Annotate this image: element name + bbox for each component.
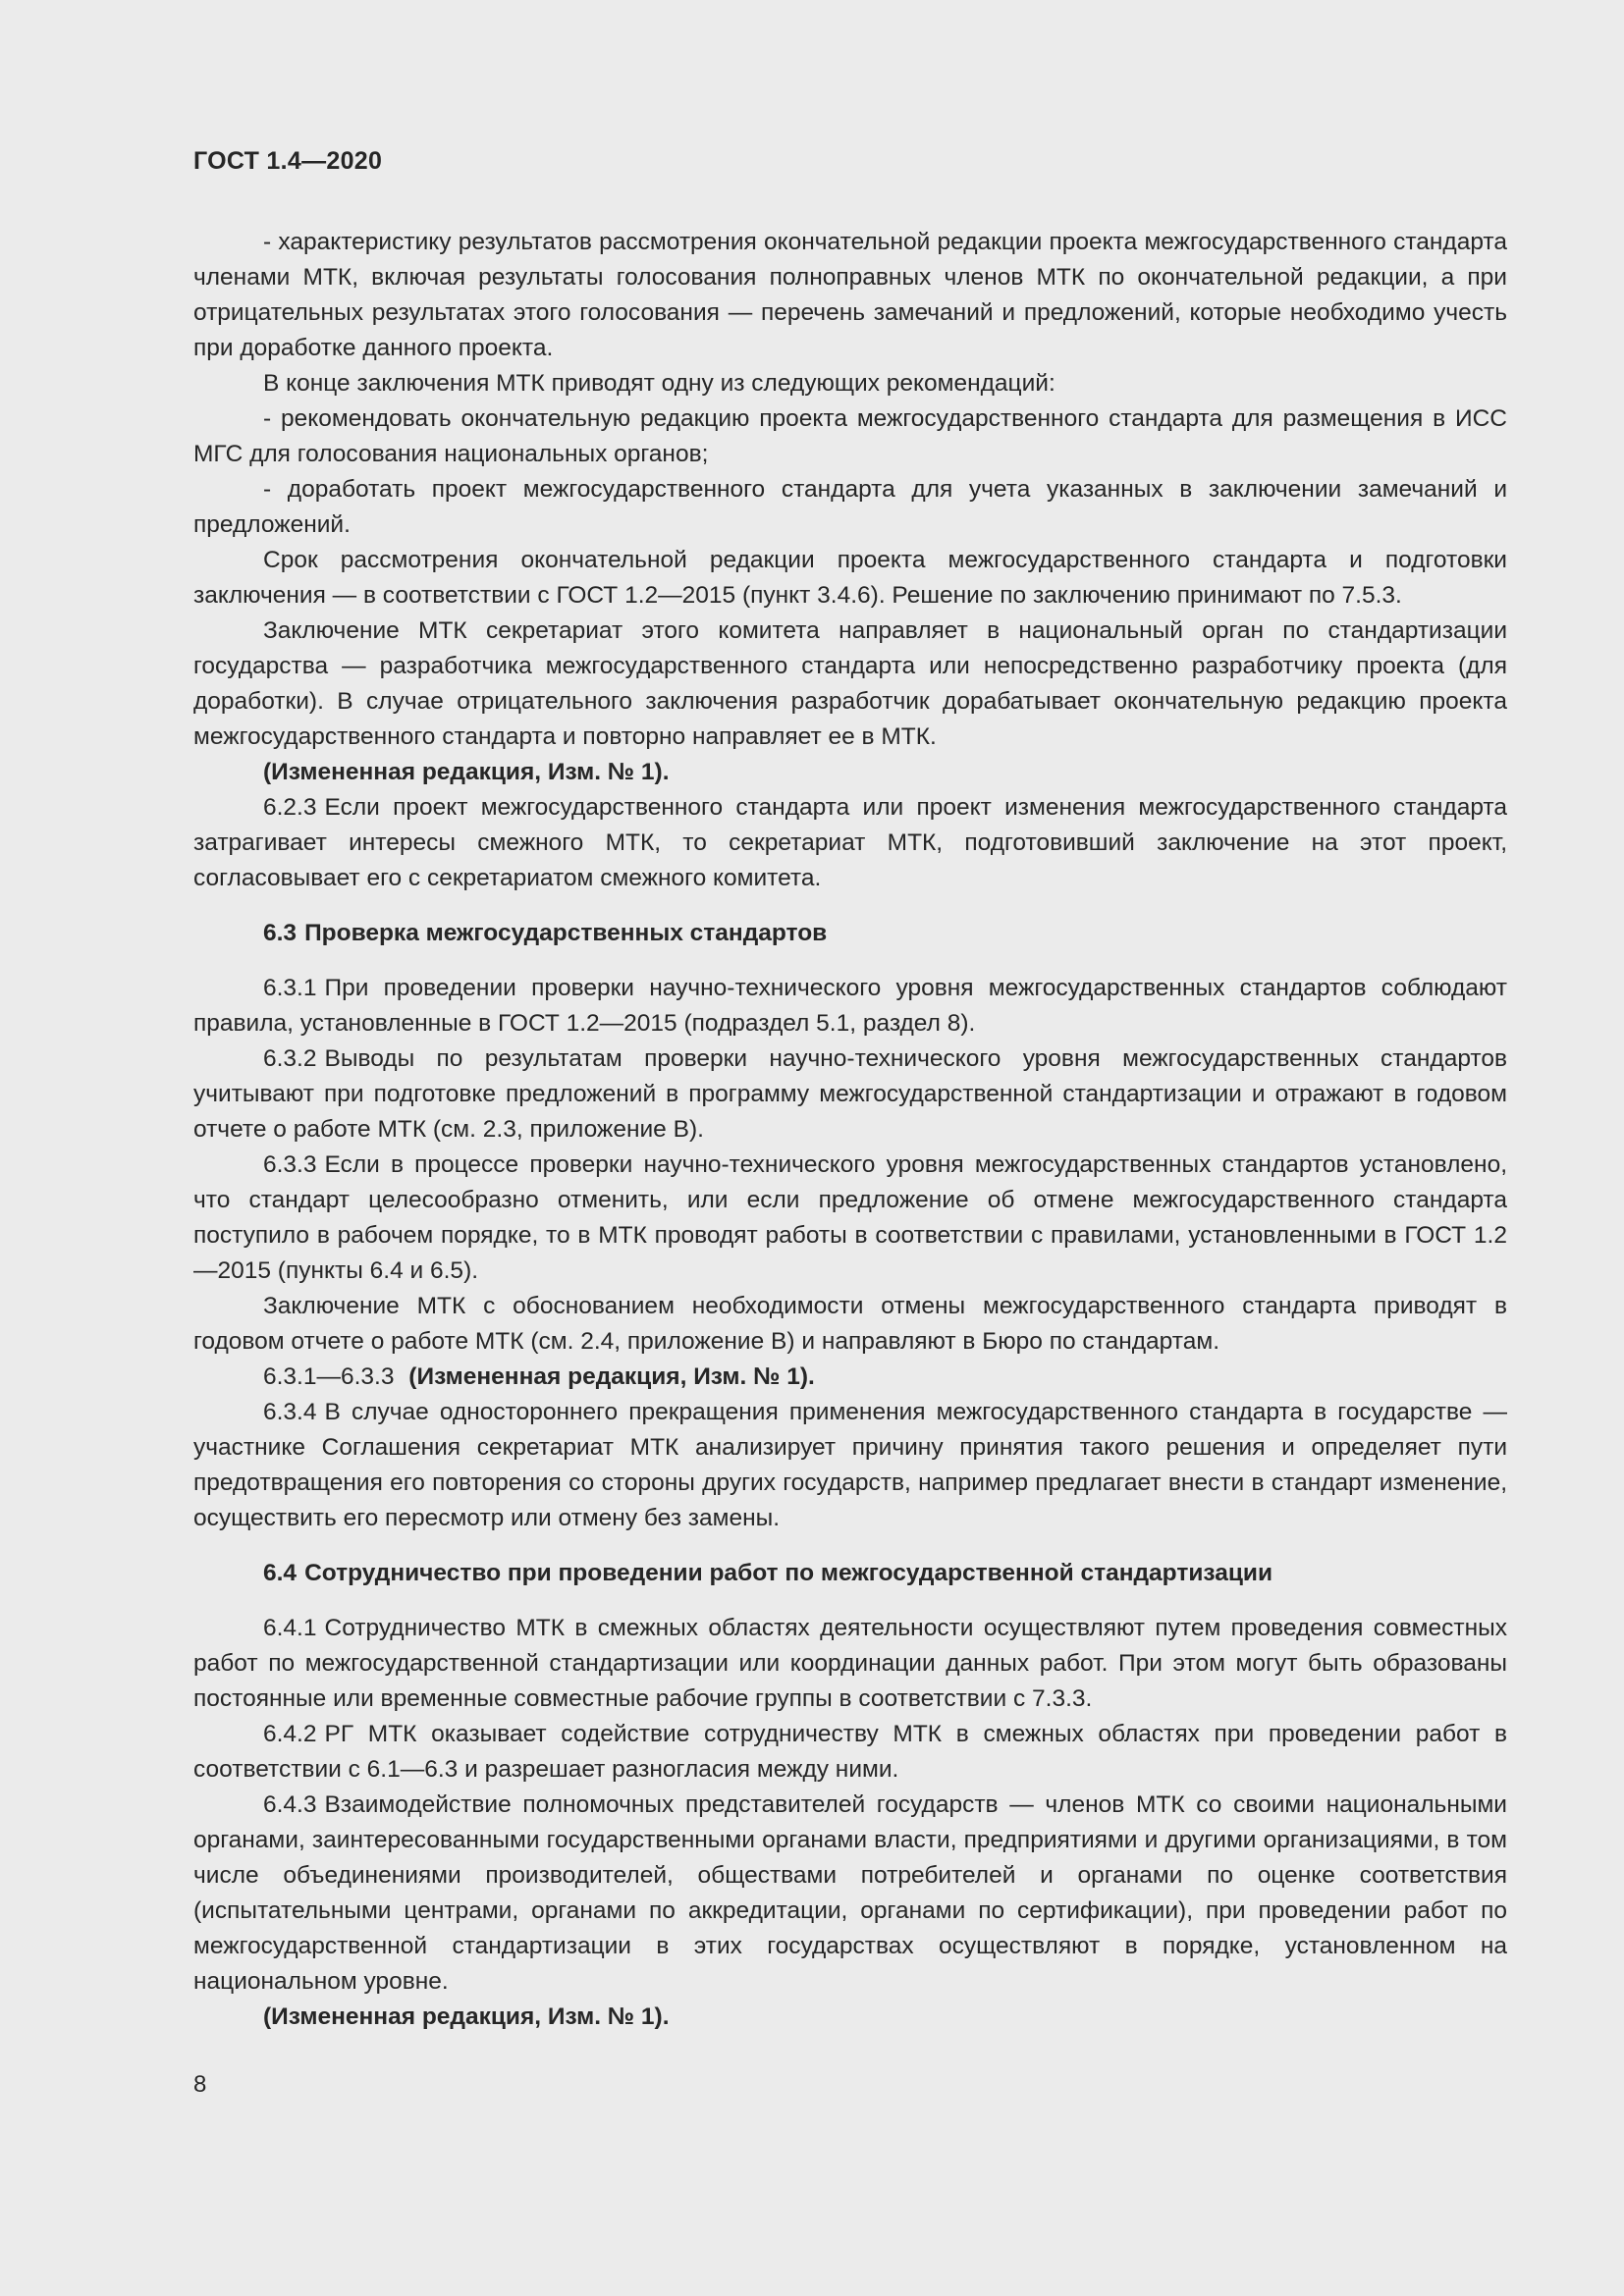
paragraph: - рекомендовать окончательную редакцию проекта межгосударственного стандарта для размещения в ИСС МГС для голосования национальных органов; [193,405,1507,467]
clause-text: Выводы по результатам проверки научно-технического уровня межгосударственных стандартов учитывают при подготовке предложений в программу межгосударственной стандартизации и отражают в годовом отчете о работе МТК (см. 2.3, приложение В). [193,1045,1507,1143]
clause-number: 6.4.3 [263,1791,317,1818]
clause-number: 6.3.1—6.3.3 [263,1363,395,1390]
paragraph: - доработать проект межгосударственного стандарта для учета указанных в заключении замечаний и предложений. [193,476,1507,538]
section-title: Проверка межгосударственных стандартов [304,920,828,946]
paragraph: Заключение МТК секретариат этого комитета направляет в национальный орган по стандартизации государства — разработчика межгосударственного стандарта или непосредственно разработчику проекта (для доработки). В случае отрицательного заключения разработчик дорабатывает окончательную редакцию проекта межгосударственного стандарта и повторно направляет ее в МТК. [193,617,1507,750]
section-title: Сотрудничество при проведении работ по межгосударственной стандартизации [304,1560,1273,1586]
clause-text: Взаимодействие полномочных представителей государств — членов МТК со своими национальными органами, заинтересованными государственными органами власти, предприятиями и другими организациями, в том числе объединениями производителей, обществами потребителей и органами по оценке соответствия (испытательными центрами, органами по аккредитации, органами по сертификации), при проведении работ по межгосударственной стандартизации в этих государствах осуществляют в порядке, установленном на национальном уровне. [193,1791,1507,1995]
section-number: 6.3 [263,920,298,946]
clause-number: 6.3.3 [263,1151,317,1178]
clause-number: 6.4.1 [263,1615,317,1641]
section-heading-6-3 [193,916,1507,951]
clause-6-3-1 [193,971,1507,1041]
clause-number: 6.3.2 [263,1045,317,1072]
clause-text: Если проект межгосударственного стандарта или проект изменения межгосударственного стандарта затрагивает интересы смежного МТК, то секретариат МТК, подготовивший заключение на этот проект, согласовывает его с секретариатом смежного комитета. [193,794,1507,891]
amendment-note: (Измененная редакция, Изм. № 1). [263,2003,670,2030]
clause-number: 6.3.1 [263,975,317,1001]
paragraph: Заключение МТК с обоснованием необходимости отмены межгосударственного стандарта приводят в годовом отчете о работе МТК (см. 2.4, приложение В) и направляют в Бюро по стандартам. [193,1293,1507,1355]
clause-6-3-4 [193,1395,1507,1536]
clause-6-4-1 [193,1611,1507,1717]
clause-6-4-3 [193,1788,1507,2000]
clause-text: При проведении проверки научно-технического уровня межгосударственных стандартов соблюдают правила, установленные в ГОСТ 1.2—2015 (подраздел 5.1, раздел 8). [193,975,1507,1037]
document-body [193,225,1507,2035]
clause-text: В случае одностороннего прекращения применения межгосударственного стандарта в государстве — участнике Соглашения секретариат МТК анализирует причину принятия такого решения и определяет пути предотвращения его повторения со стороны других государств, например предлагает внести в стандарт изменение, осуществить его пересмотр или отмену без замены. [193,1399,1507,1531]
clause-text: Сотрудничество МТК в смежных областях деятельности осуществляют путем проведения совместных работ по межгосударственной стандартизации или координации данных работ. При этом могут быть образованы постоянные или временные совместные рабочие группы в соответствии с 7.3.3. [193,1615,1507,1712]
clause-number: 6.4.2 [263,1721,317,1747]
clause-number: 6.2.3 [263,794,317,821]
amendment-text: (Измененная редакция, Изм. № 1). [408,1363,815,1390]
clause-text: РГ МТК оказывает содействие сотрудничеству МТК в смежных областях при проведении работ в соответствии с 6.1—6.3 и разрешает разногласия между ними. [193,1721,1507,1783]
document-header: ГОСТ 1.4—2020 [193,147,383,175]
clause-text: Если в процессе проверки научно-технического уровня межгосударственных стандартов установлено, что стандарт целесообразно отменить, или если предложение об отмене межгосударственного стандарта поступило в рабочем порядке, то в МТК проводят работы в соответствии с правилами, установленными в ГОСТ 1.2—2015 (пункты 6.4 и 6.5). [193,1151,1507,1284]
amendment-note: (Измененная редакция, Изм. № 1). [263,759,670,785]
clause-6-3-2 [193,1041,1507,1148]
clause-6-4-2 [193,1717,1507,1788]
amendment-note [193,1360,1507,1395]
clause-6-2-3 [193,790,1507,896]
page-number: 8 [193,2071,207,2098]
paragraph: В конце заключения МТК приводят одну из следующих рекомендаций: [263,370,1056,397]
section-heading-6-4 [193,1556,1507,1591]
clause-number: 6.3.4 [263,1399,317,1425]
paragraph: Срок рассмотрения окончательной редакции проекта межгосударственного стандарта и подготовки заключения — в соответствии с ГОСТ 1.2—2015 (пункт 3.4.6). Решение по заключению принимают по 7.5.3. [193,547,1507,609]
clause-6-3-3 [193,1148,1507,1289]
paragraph: - характеристику результатов рассмотрения окончательной редакции проекта межгосударственного стандарта членами МТК, включая результаты голосования полноправных членов МТК по окончательной редакции, а при отрицательных результатах этого голосования — перечень замечаний и предложений, которые необходимо учесть при доработке данного проекта. [193,229,1507,361]
section-number: 6.4 [263,1560,298,1586]
